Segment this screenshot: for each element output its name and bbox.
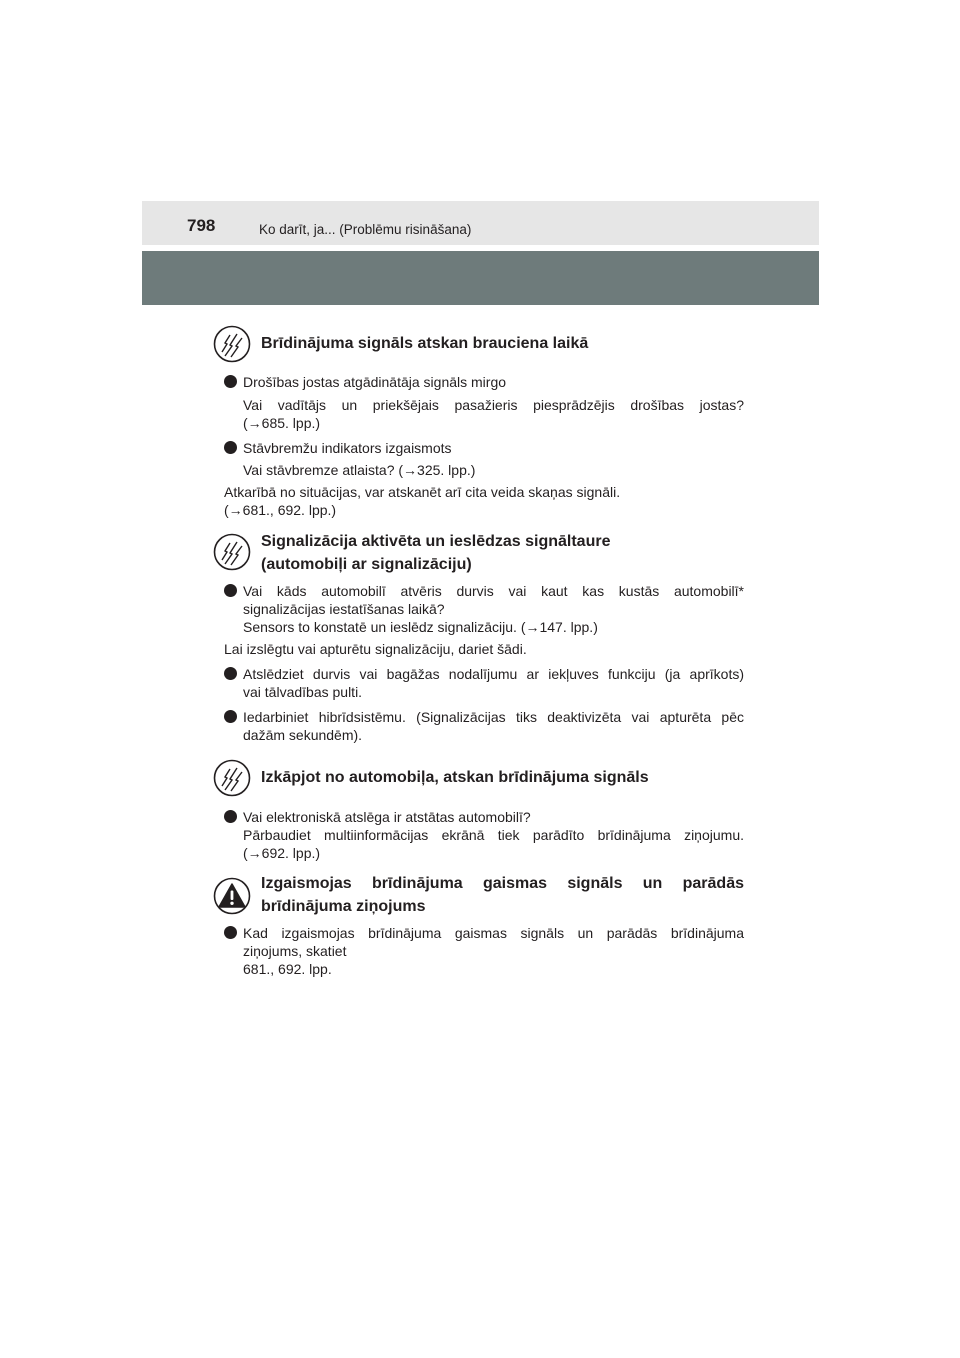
section-heading: Brīdinājuma signāls atskan brauciena laikā (261, 335, 589, 352)
bullet-text: ziņojums, skatiet (243, 943, 347, 959)
bullet-dot (224, 375, 237, 388)
bullet-dot (224, 584, 237, 597)
bullet-text: Vai kāds automobilī atvēris durvis vai kaut kas kustās automobilī* (243, 583, 744, 599)
section-heading: Signalizācija aktivēta un ieslēdzas signāltaure (261, 533, 611, 550)
bullet-text: Iedarbiniet hibrīdsistēmu. (Signalizācijas tiks deaktivizēta vai apturēta pēc (243, 709, 744, 725)
bullet-text: (→685. lpp.) (243, 415, 321, 431)
bullet-text: Pārbaudiet multiinformācijas ekrānā tiek parādīto brīdinājuma ziņojumu. (243, 827, 744, 843)
bullet-title: Drošības jostas atgādinātāja signāls mirgo (243, 374, 507, 390)
warning-triangle-icon (213, 877, 251, 915)
header-bar (142, 201, 819, 245)
bullet-dot (224, 710, 237, 723)
sound-wave-icon (213, 325, 251, 363)
bullet-text: vai tālvadības pulti. (243, 684, 363, 700)
bullet-text: Atslēdziet durvis vai bagāžas nodalījumu ar iekļuves funkciju (ja aprīkots) (243, 666, 744, 682)
chapter-title: Ko darīt, ja... (Problēmu risināšana) (259, 222, 472, 237)
bullet-title: Stāvbremžu indikators izgaismots (243, 440, 452, 456)
section-heading: (automobiļi ar signalizāciju) (261, 556, 472, 573)
bullet-text: Vai stāvbremze atlaista? (→325. lpp.) (243, 462, 476, 478)
bullet-text: (→692. lpp.) (243, 845, 321, 861)
bullet-text: 681., 692. lpp. (243, 961, 332, 977)
bullet-text: dažām sekundēm). (243, 727, 363, 743)
section-heading: Izkāpjot no automobiļa, atskan brīdinājuma signāls (261, 769, 649, 786)
section-heading: Izgaismojas brīdinājuma gaismas signāls un parādās (261, 875, 744, 892)
bullet-dot (224, 441, 237, 454)
intro-text: Lai izslēgtu vai apturētu signalizāciju, dariet šādi. (224, 641, 527, 657)
bullet-dot (224, 667, 237, 680)
page-number: 798 (187, 216, 216, 235)
note-text: (→681., 692. lpp.) (224, 502, 337, 518)
bullet-dot (224, 810, 237, 823)
bullet-text: signalizācijas iestatīšanas laikā? (243, 601, 445, 617)
section-band (142, 251, 819, 305)
bullet-text: Vai vadītājs un priekšējais pasažieris piesprādzējis drošības jostas? (243, 397, 744, 413)
bullet-dot (224, 926, 237, 939)
bullet-text: Sensors to konstatē un ieslēdz signalizāciju. (→147. lpp.) (243, 619, 598, 635)
section-heading: brīdinājuma ziņojums (261, 898, 426, 915)
sound-wave-icon (213, 533, 251, 571)
bullet-text: Vai elektroniskā atslēga ir atstātas automobilī? (243, 809, 531, 825)
bullet-text: Kad izgaismojas brīdinājuma gaismas signāls un parādās brīdinājuma (243, 925, 744, 941)
sound-wave-icon (213, 759, 251, 797)
note-text: Atkarībā no situācijas, var atskanēt arī cita veida skaņas signāli. (224, 484, 621, 500)
